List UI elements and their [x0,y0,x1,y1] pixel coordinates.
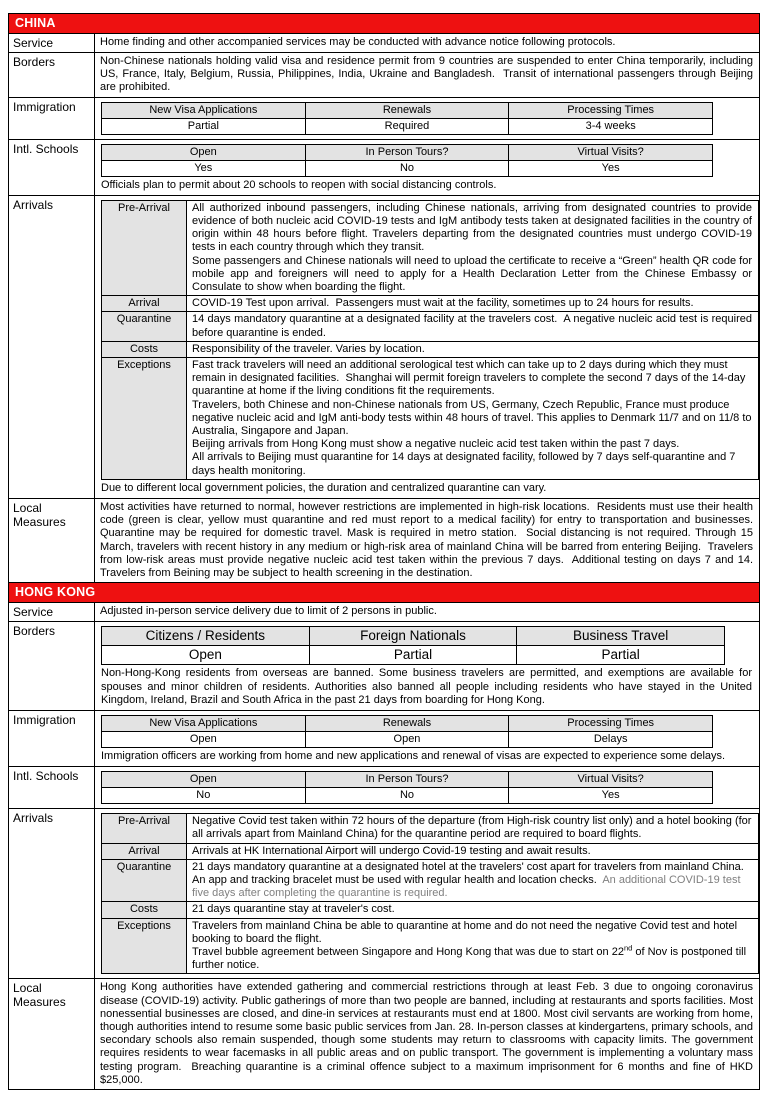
paragraph: Responsibility of the traveler. Varies by location. [192,342,425,355]
china-arrivals-detail-table [101,200,759,480]
value-cell: Required [305,118,509,134]
china-schools-status-table [101,144,713,177]
arrivals-row-arrival [102,296,759,312]
paragraph: 21 days mandatory quarantine at a designated hotel at the travelers' cost apart for travelers from mainland China. An app and tracking bracelet must be used with regular health and location checks. [192,860,747,886]
immigration-note: Immigration officers are working from home and new applications and renewal of visas are expected to experience some delays. [101,749,726,762]
schools-note: Officials plan to permit about 20 schools to reopen with social distancing controls. [101,178,497,191]
row-china-immigration [9,98,759,140]
row-hk-service [9,603,759,622]
arrivals-stage-text [187,902,759,918]
value-cell: Open [102,646,310,665]
arrivals-stage-text [187,296,759,312]
value-cell: Partial [517,646,725,665]
row-china-service [9,34,759,53]
header-cell: Open [102,144,306,160]
arrivals-row-pre-arrival [102,814,759,843]
arrivals-stage-text [187,358,759,480]
table-header-row [102,715,713,731]
row-hk-schools [9,767,759,809]
header-cell: Virtual Visits? [509,144,713,160]
value-cell: Yes [102,160,306,176]
service-text: Home finding and other accompanied services may be conducted with advance notice following protocols. [100,36,616,48]
value-cell: Yes [509,160,713,176]
hk-schools-status-table [101,771,713,804]
arrivals-stage-label: Arrival [102,843,187,859]
row-label-immigration: Immigration [9,711,95,766]
table-header-row [102,144,713,160]
arrivals-row-costs [102,341,759,357]
table-header-row [102,627,725,646]
arrivals-stage-label: Costs [102,902,187,918]
arrivals-note: Due to different local government policies, the duration and centralized quarantine can vary. [101,481,547,494]
row-hk-borders [9,622,759,711]
header-cell: Business Travel [517,627,725,646]
row-hk-arrivals [9,809,759,979]
row-china-arrivals [9,196,759,499]
arrivals-stage-label: Pre-Arrival [102,200,187,295]
hk-borders-status-table [101,626,725,665]
header-cell: Open [102,772,306,788]
paragraph-muted: An additional COVID-19 test five days after completing the quarantine is required. [192,873,744,900]
arrivals-stage-text [187,859,759,902]
table-header-row [102,772,713,788]
table-header-row [102,102,713,118]
arrivals-row-quarantine [102,312,759,341]
arrivals-stage-label: Exceptions [102,358,187,480]
header-cell: In Person Tours? [305,144,509,160]
paragraph: All authorized inbound passengers, including Chinese nationals, arriving from designated countries to provide evidence of both nucleic acid COVID-19 tests and IgM antibody tests taken at designated facilities in the country of origin within 48 hours before flight. Travelers departing from the designated countries must undergo COVID-19 tests in each country through which they transit. [192,201,756,254]
paragraph-part: Travel bubble agreement between Singapore and Hong Kong that was due to start on 22 [192,945,624,958]
arrivals-stage-label: Quarantine [102,312,187,341]
local-measures-text: Most activities have returned to normal, however restrictions are implemented in high-risk locations. Residents must use their health code (green is clear, yellow must quarantine and red must report to a medical facility) for entry to transportation and businesses. Quarantine may be required for domestic travel. Mask is required in metro station. Social distancing is not required. Through 15 March, travelers with recent history in any medium or high-risk area of mainland China will be barred from entering Beijing. Travelers from low-risk areas must provide negative nucleic acid test taken within the previous 7 days. Additional testing on days 7 and 14. Travelers from Beining may be subject to health screening in the destination. [100,501,757,580]
arrivals-stage-text [187,312,759,341]
table-value-row [102,788,713,804]
paragraph: Beijing arrivals from Hong Kong must show a negative nucleic acid test taken within the past 7 days. [192,438,680,451]
service-text: Adjusted in-person service delivery due to limit of 2 persons in public. [100,605,437,618]
header-cell: Processing Times [509,715,713,731]
borders-text: Non-Chinese nationals holding valid visa and residence permit from 9 countries are suspended to enter China temporarily, including US, France, Italy, Belgium, Russia, Philippines, India, Ukraine and Bangladesh. Transit of international passengers through Beijing are prohibited. [100,55,757,94]
header-cell: Citizens / Residents [102,627,310,646]
paragraph: COVID-19 Test upon arrival. Passengers must wait at the facility, sometimes up to 24 hours for results. [192,297,694,310]
table-value-row [102,731,713,747]
row-label-immigration: Immigration [9,98,95,139]
value-cell: Partial [309,646,517,665]
arrivals-row-exceptions [102,918,759,974]
row-label-arrivals: Arrivals [9,809,95,978]
row-label-borders: Borders [9,622,95,710]
value-cell: No [102,788,306,804]
row-label-schools: Intl. Schools [9,767,95,808]
value-cell: Yes [509,788,713,804]
value-cell: No [305,788,509,804]
country-status-table [8,13,760,1090]
header-cell: Processing Times [509,102,713,118]
arrivals-row-exceptions [102,358,759,480]
ordinal-superscript: nd [623,943,633,953]
row-china-schools [9,140,759,196]
row-label-arrivals: Arrivals [9,196,95,498]
row-label-local-measures: Local Measures [9,499,95,582]
arrivals-row-costs [102,902,759,918]
hk-immigration-status-table [101,715,713,748]
header-cell: Foreign Nationals [309,627,517,646]
paragraph: Travelers from mainland China be able to quarantine at home and do not need the negative Covid test and hotel booking to board the flight. [192,919,741,945]
arrivals-stage-text [187,918,759,974]
row-hk-immigration [9,711,759,767]
paragraph [192,943,752,972]
row-label-local-measures: Local Measures [9,979,95,1089]
row-label-service: Service [9,34,95,52]
section-header-china: CHINA [9,14,759,34]
arrivals-stage-label: Costs [102,341,187,357]
arrivals-stage-label: Exceptions [102,918,187,974]
arrivals-stage-text [187,200,759,295]
paragraph: Fast track travelers will need an additional serological test which can take up to 2 days during which they must remain in designated facilities. Shanghai will permit foreign travelers to complete the second 7 days of the 14-day quarantine at home if the living conditions fit the requirements. [192,359,749,398]
header-cell: New Visa Applications [102,102,306,118]
row-china-local-measures [9,499,759,583]
table-value-row [102,646,725,665]
arrivals-stage-text [187,341,759,357]
row-hk-local-measures [9,979,759,1089]
arrivals-row-arrival [102,843,759,859]
header-cell: Virtual Visits? [509,772,713,788]
paragraph: Negative Covid test taken within 72 hours of the departure (from High-risk country list only) and a hotel booking (for all arrivals apart from Mainland China) for the quarantine period are required to board flights. [192,815,755,841]
paragraph: Travelers, both Chinese and non-Chinese nationals from US, Germany, Czech Republic, France must produce negative nucleic acid and IgM anti-body tests within 48 hours of travel. This applies to Denmark 11/7 and on 11/8 to Australia, Singapore and Japan. [192,398,754,438]
paragraph: All arrivals to Beijing must quarantine for 14 days at designated facility, followed by 7 days self-quarantine and 7 days health monitoring. [192,451,739,477]
arrivals-row-quarantine [102,859,759,902]
arrivals-stage-text [187,814,759,843]
table-value-row [102,160,713,176]
local-measures-text: Hong Kong authorities have extended gathering and commercial restrictions through at least Feb. 3 due to ongoing coronavirus disease (COVID-19) activity. Public gatherings of more than two people are banned, including at restaurants and sports facilities. Most nonessential businesses are closed, and dine-in services at restaurants must end at 1800. Most civil servants are working from home, though authorities intend to resume some basic public services from Jan. 28. In-person classes at kindergartens, primary schools, and secondary schools also remain suspended, though some students may return to classrooms with capacity limits. The government requires residents to wear facemasks in all public areas and on public transport. The government is implementing a voluntary mass testing program. Breaching quarantine is a criminal offence subject to a maximum imprisonment for 6 months and fine of HKD $25,000. [100,981,757,1086]
value-cell: Open [305,731,509,747]
arrivals-stage-label: Pre-Arrival [102,814,187,843]
header-cell: New Visa Applications [102,715,306,731]
arrivals-stage-label: Arrival [102,296,187,312]
section-header-hong-kong: HONG KONG [9,583,759,603]
table-value-row [102,118,713,134]
row-label-schools: Intl. Schools [9,140,95,195]
value-cell: Delays [509,731,713,747]
paragraph: 21 days quarantine stay at traveler's cost. [192,903,395,916]
paragraph: 14 days mandatory quarantine at a designated facility at the travelers cost. A negative nucleic acid test is required before quarantine is ended. [192,313,756,339]
paragraph: Some passengers and Chinese nationals will need to upload the certificate to receive a “Green” health QR code for mobile app and foreigners will need to apply for a Health Declaration Letter from the Chinese Embassy or Consulate to show when boarding the flight. [192,254,756,294]
row-label-borders: Borders [9,53,95,97]
row-label-service: Service [9,603,95,621]
header-cell: Renewals [305,102,509,118]
hk-arrivals-detail-table [101,813,759,974]
value-cell: 3-4 weeks [509,118,713,134]
borders-note: Non-Hong-Kong residents from overseas are banned. Some business travelers are permitted, and exemptions are available for spouses and minor children of residents. Authorities also banned all people including residents who have stayed in the United Kingdom, Ireland, Brazil and South Africa in the past 21 days from boarding for Hong Kong. [101,667,756,706]
header-cell: In Person Tours? [305,772,509,788]
china-immigration-status-table [101,102,713,135]
arrivals-row-pre-arrival [102,200,759,295]
row-china-borders [9,53,759,98]
paragraph-part: of Nov is postponed till further notice. [192,945,750,972]
value-cell: Open [102,731,306,747]
value-cell: Partial [102,118,306,134]
header-cell: Renewals [305,715,509,731]
arrivals-stage-text [187,843,759,859]
value-cell: No [305,160,509,176]
paragraph: Arrivals at HK International Airport will undergo Covid-19 testing and await results. [192,844,591,857]
arrivals-stage-label: Quarantine [102,859,187,902]
